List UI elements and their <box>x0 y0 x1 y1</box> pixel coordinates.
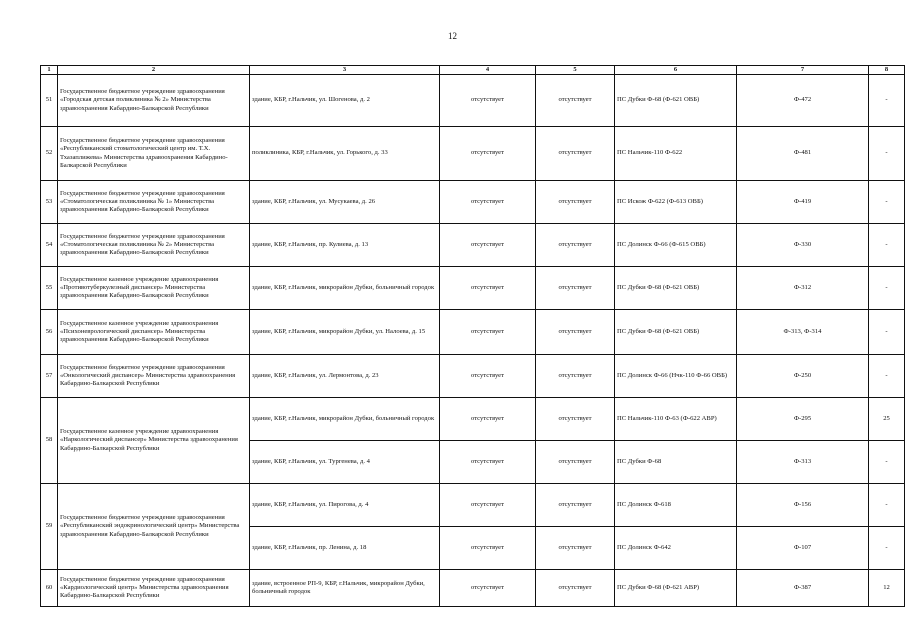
substation-cell: ПС Нальчик-110 Ф-63 (Ф-622 АВР) <box>615 398 737 441</box>
table-row <box>41 224 905 267</box>
address-cell: поликлиника, КБР, г.Нальчик, ул. Горького, д. 33 <box>250 127 440 181</box>
col5-cell: отсутствует <box>536 224 615 267</box>
column-header: 1 <box>41 66 58 75</box>
col5-cell: отсутствует <box>536 310 615 355</box>
address-cell: здание, КБР, г.Нальчик, пр. Ленина, д. 18 <box>250 527 440 570</box>
col4-cell: отсутствует <box>440 181 536 224</box>
col4-cell: отсутствует <box>440 127 536 181</box>
row-number: 57 <box>41 355 58 398</box>
feeder-cell: Ф-419 <box>737 181 869 224</box>
table-row <box>41 570 905 607</box>
col8-cell: - <box>869 527 905 570</box>
address-cell: здание, КБР, г.Нальчик, ул. Пирогова, д. 4 <box>250 484 440 527</box>
row-number: 56 <box>41 310 58 355</box>
institution-name: Государственное бюджетное учреждение здравоохранения «Республиканский стоматологический центр им. Т.Х. Тхазаплижева» Министерства здравоохранения Кабардино-Балкарской Республики <box>58 127 250 181</box>
feeder-cell: Ф-156 <box>737 484 869 527</box>
row-number: 51 <box>41 75 58 127</box>
table-row <box>41 267 905 310</box>
substation-cell: ПС Искож Ф-622 (Ф-613 ОВБ) <box>615 181 737 224</box>
address-cell: здание, КБР, г.Нальчик, ул. Мусукаева, д. 26 <box>250 181 440 224</box>
col4-cell: отсутствует <box>440 484 536 527</box>
row-number: 58 <box>41 398 58 484</box>
institution-name: Государственное бюджетное учреждение здравоохранения «Онкологический диспансер» Министерства здравоохранения Кабардино-Балкарской Республики <box>58 355 250 398</box>
address-cell: здание, КБР, г.Нальчик, ул. Лермонтова, д. 23 <box>250 355 440 398</box>
substation-cell: ПС Дубки Ф-68 (Ф-621 АВР) <box>615 570 737 607</box>
address-cell: здание, КБР, г.Нальчик, микрорайон Дубки, больничный городок <box>250 398 440 441</box>
col5-cell: отсутствует <box>536 398 615 441</box>
substation-cell: ПС Долинск Ф-618 <box>615 484 737 527</box>
col5-cell: отсутствует <box>536 484 615 527</box>
institution-name: Государственное бюджетное учреждение здравоохранения «Городская детская поликлиника № 2» Министерства здравоохранения Кабардино-Балкарской Республики <box>58 75 250 127</box>
facilities-table <box>40 65 905 607</box>
substation-cell: ПС Дубки Ф-68 (Ф-621 ОВБ) <box>615 75 737 127</box>
substation-cell: ПС Дубки Ф-68 (Ф-621 ОВБ) <box>615 310 737 355</box>
feeder-cell: Ф-313, Ф-314 <box>737 310 869 355</box>
col8-cell: 12 <box>869 570 905 607</box>
col8-cell: 25 <box>869 398 905 441</box>
feeder-cell: Ф-472 <box>737 75 869 127</box>
col5-cell: отсутствует <box>536 75 615 127</box>
substation-cell: ПС Дубки Ф-68 <box>615 441 737 484</box>
institution-name: Государственное бюджетное учреждение здравоохранения «Стоматологическая поликлиника № 1» Министерства здравоохранения Кабардино-Балкарской Республики <box>58 181 250 224</box>
col4-cell: отсутствует <box>440 224 536 267</box>
institution-name: Государственное казенное учреждение здравоохранения «Психоневрологический диспансер» Министерства здравоохранения Кабардино-Балкарской Республики <box>58 310 250 355</box>
col4-cell: отсутствует <box>440 441 536 484</box>
table-row <box>41 398 905 441</box>
col5-cell: отсутствует <box>536 267 615 310</box>
substation-cell: ПС Дубки Ф-68 (Ф-621 ОВБ) <box>615 267 737 310</box>
col4-cell: отсутствует <box>440 267 536 310</box>
col5-cell: отсутствует <box>536 181 615 224</box>
row-number: 52 <box>41 127 58 181</box>
column-header: 7 <box>737 66 869 75</box>
institution-name: Государственное казенное учреждение здравоохранения «Противотуберкулезный диспансер» Министерства здравоохранения Кабардино-Балкарской Республики <box>58 267 250 310</box>
feeder-cell: Ф-330 <box>737 224 869 267</box>
substation-cell: ПС Долинск Ф-66 (Ф-615 ОВБ) <box>615 224 737 267</box>
column-header: 2 <box>58 66 250 75</box>
institution-name: Государственное бюджетное учреждение здравоохранения «Кардиологический центр» Министерства здравоохранения Кабардино-Балкарской Республики <box>58 570 250 607</box>
address-cell: здание, КБР, г.Нальчик, пр. Кулиева, д. 13 <box>250 224 440 267</box>
col5-cell: отсутствует <box>536 355 615 398</box>
column-header: 3 <box>250 66 440 75</box>
address-cell: здание, встроенное РП-9, КБР, г.Нальчик, микрорайон Дубки, больничный городок <box>250 570 440 607</box>
table-row <box>41 310 905 355</box>
col5-cell: отсутствует <box>536 527 615 570</box>
col8-cell: - <box>869 355 905 398</box>
row-number: 59 <box>41 484 58 570</box>
col4-cell: отсутствует <box>440 75 536 127</box>
feeder-cell: Ф-387 <box>737 570 869 607</box>
row-number: 55 <box>41 267 58 310</box>
header-row <box>41 66 905 75</box>
col8-cell: - <box>869 484 905 527</box>
column-header: 8 <box>869 66 905 75</box>
substation-cell: ПС Нальчик-110 Ф-622 <box>615 127 737 181</box>
col4-cell: отсутствует <box>440 398 536 441</box>
feeder-cell: Ф-107 <box>737 527 869 570</box>
column-header: 5 <box>536 66 615 75</box>
col4-cell: отсутствует <box>440 355 536 398</box>
feeder-cell: Ф-313 <box>737 441 869 484</box>
row-number: 53 <box>41 181 58 224</box>
col8-cell: - <box>869 127 905 181</box>
col4-cell: отсутствует <box>440 570 536 607</box>
col8-cell: - <box>869 224 905 267</box>
address-cell: здание, КБР, г.Нальчик, микрорайон Дубки, ул. Налоева, д. 15 <box>250 310 440 355</box>
substation-cell: ПС Долинск Ф-66 (Нчк-110 Ф-66 ОВБ) <box>615 355 737 398</box>
institution-name: Государственное бюджетное учреждение здравоохранения «Стоматологическая поликлиника № 2» Министерства здравоохранения Кабардино-Балкарской Республики <box>58 224 250 267</box>
col8-cell: - <box>869 310 905 355</box>
page-number: 12 <box>448 31 457 41</box>
col4-cell: отсутствует <box>440 310 536 355</box>
row-number: 60 <box>41 570 58 607</box>
table-row <box>41 127 905 181</box>
row-number: 54 <box>41 224 58 267</box>
table-row <box>41 484 905 527</box>
col5-cell: отсутствует <box>536 127 615 181</box>
col8-cell: - <box>869 181 905 224</box>
table-row <box>41 355 905 398</box>
col8-cell: - <box>869 441 905 484</box>
column-header: 6 <box>615 66 737 75</box>
feeder-cell: Ф-312 <box>737 267 869 310</box>
table-row <box>41 75 905 127</box>
col5-cell: отсутствует <box>536 570 615 607</box>
col4-cell: отсутствует <box>440 527 536 570</box>
col8-cell: - <box>869 75 905 127</box>
institution-name: Государственное казенное учреждение здравоохранения «Наркологический диспансер» Министерства здравоохранения Кабардино-Балкарской Республики <box>58 398 250 484</box>
col5-cell: отсутствует <box>536 441 615 484</box>
table-row <box>41 181 905 224</box>
feeder-cell: Ф-295 <box>737 398 869 441</box>
address-cell: здание, КБР, г.Нальчик, ул. Шогенова, д. 2 <box>250 75 440 127</box>
address-cell: здание, КБР, г.Нальчик, ул. Тургенева, д. 4 <box>250 441 440 484</box>
col8-cell: - <box>869 267 905 310</box>
column-header: 4 <box>440 66 536 75</box>
address-cell: здание, КБР, г.Нальчик, микрорайон Дубки, больничный городок <box>250 267 440 310</box>
institution-name: Государственное бюджетное учреждение здравоохранения «Республиканский эндокринологический центр» Министерства здравоохранения Кабардино-Балкарской Республики <box>58 484 250 570</box>
substation-cell: ПС Долинск Ф-642 <box>615 527 737 570</box>
feeder-cell: Ф-481 <box>737 127 869 181</box>
feeder-cell: Ф-250 <box>737 355 869 398</box>
